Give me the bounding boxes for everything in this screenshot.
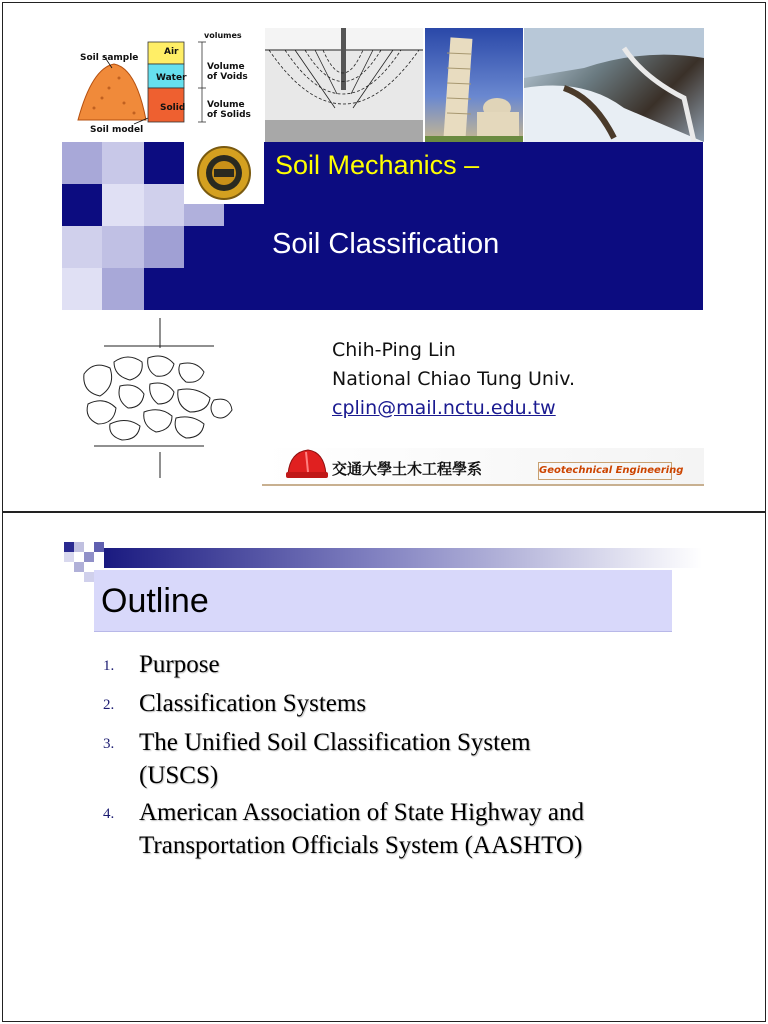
author-institution: National Chiao Tung Univ. bbox=[332, 368, 576, 390]
water-label: Water bbox=[156, 73, 187, 83]
list-item: Purpose bbox=[139, 651, 220, 678]
volumes-label: volumes bbox=[204, 31, 242, 40]
deco-square bbox=[94, 542, 104, 552]
deco-square bbox=[144, 184, 184, 226]
leaning-tower-photo bbox=[425, 28, 523, 142]
soil-model-label: Soil model bbox=[90, 125, 144, 135]
soil-phase-diagram bbox=[64, 28, 264, 140]
deco-square bbox=[62, 142, 102, 184]
deco-square bbox=[102, 268, 144, 310]
landslide-image bbox=[524, 28, 704, 142]
volume-of-solids-label: Volume of Solids bbox=[207, 100, 251, 120]
list-item: The Unified Soil Classification System bbox=[139, 729, 531, 756]
deco-square bbox=[64, 542, 74, 552]
list-item-number: 1. bbox=[103, 658, 115, 674]
list-item-number: 2. bbox=[103, 697, 115, 713]
air-label: Air bbox=[164, 47, 179, 57]
list-item-number: 4. bbox=[103, 806, 115, 822]
flow-net-diagram bbox=[265, 28, 423, 142]
soil-sample-label: Soil sample bbox=[80, 53, 139, 63]
university-logo bbox=[184, 142, 264, 204]
list-item-number: 3. bbox=[103, 736, 115, 752]
deco-square bbox=[102, 184, 144, 226]
deco-square bbox=[64, 552, 74, 562]
header-gradient-bar bbox=[104, 548, 702, 568]
tower-image bbox=[425, 28, 523, 142]
deco-square bbox=[62, 226, 102, 268]
deco-square bbox=[102, 142, 144, 184]
flow-net-image bbox=[265, 28, 423, 142]
phase-diagram-image bbox=[64, 28, 264, 140]
list-item-continuation: Transportation Officials System (AASHTO) bbox=[139, 832, 583, 859]
deco-square bbox=[74, 542, 84, 552]
soil-particle-sketch bbox=[64, 312, 242, 484]
outline-heading: Outline bbox=[101, 582, 209, 620]
title-line-1: Soil Mechanics – bbox=[275, 150, 480, 180]
author-email-link[interactable]: cplin@mail.nctu.edu.tw bbox=[332, 397, 556, 419]
deco-square bbox=[62, 184, 102, 226]
deco-square bbox=[74, 562, 84, 572]
deco-square bbox=[62, 268, 102, 310]
department-name: 交通大學土木工程學系 bbox=[332, 460, 483, 478]
list-item: American Association of State Highway and bbox=[139, 799, 585, 826]
deco-square bbox=[102, 226, 144, 268]
deco-square bbox=[84, 572, 94, 582]
particle-diagram bbox=[64, 312, 242, 484]
helmet-icon bbox=[284, 446, 328, 482]
author-name: Chih-Ping Lin bbox=[332, 339, 456, 361]
volume-of-voids-label: Volume of Voids bbox=[207, 62, 248, 82]
geotechnical-engineering-label: Geotechnical Engineering bbox=[538, 462, 672, 480]
solid-label: Solid bbox=[160, 103, 186, 113]
landslide-photo bbox=[524, 28, 704, 142]
list-item: Classification Systems bbox=[139, 690, 367, 717]
title-line-2: Soil Classification bbox=[272, 228, 500, 260]
list-item-continuation: (USCS) bbox=[139, 762, 219, 789]
deco-square bbox=[84, 552, 94, 562]
gear-logo-icon bbox=[184, 142, 264, 204]
deco-square bbox=[144, 226, 184, 268]
